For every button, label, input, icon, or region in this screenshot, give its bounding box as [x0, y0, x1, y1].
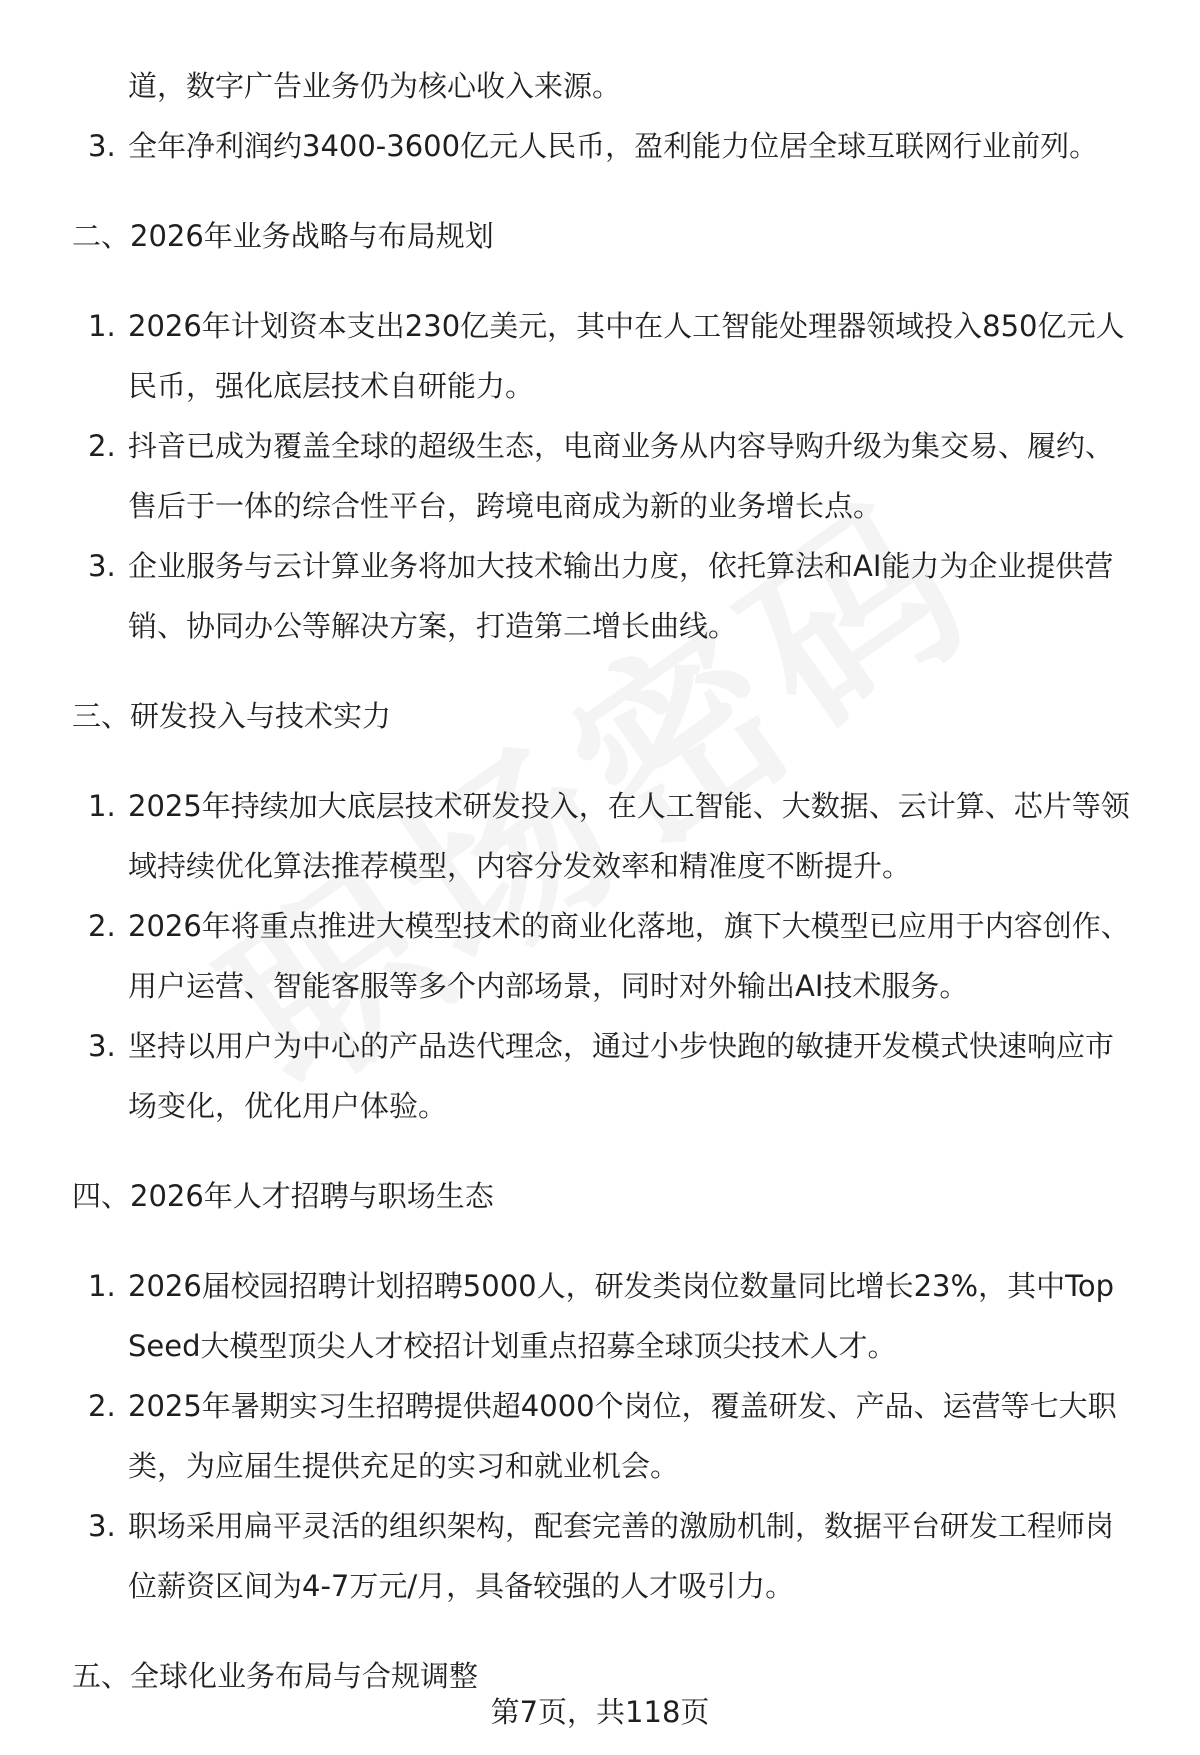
- list-text-line: 售后于一体的综合性平台，跨境电商成为新的业务增长点。: [128, 489, 883, 523]
- section-heading: 三、研发投入与技术实力: [72, 699, 392, 733]
- list-text-line: 场变化，优化用户体验。: [128, 1089, 448, 1123]
- list-number: 2.: [88, 1389, 116, 1423]
- list-text-line: 2025年持续加大底层技术研发投入，在人工智能、大数据、云计算、芯片等领: [128, 789, 1130, 823]
- list-text-line: 抖音已成为覆盖全球的超级生态，电商业务从内容导购升级为集交易、履约、: [128, 429, 1115, 463]
- list-text-line: 2026届校园招聘计划招聘5000人，研发类岗位数量同比增长23%，其中Top: [128, 1269, 1115, 1303]
- list-number: 1.: [88, 789, 116, 823]
- list-text: [128, 296, 1162, 416]
- list-number: 1.: [88, 1269, 116, 1303]
- list-text: [128, 1376, 1162, 1496]
- list-text: [128, 536, 1162, 656]
- section-heading: 五、全球化业务布局与合规调整: [72, 1659, 479, 1693]
- list-text-line: 2026年计划资本支出230亿美元，其中在人工智能处理器领域投入850亿元人: [128, 309, 1125, 343]
- list-item: [72, 1016, 1162, 1136]
- list-item: [72, 536, 1162, 656]
- list-text: [128, 1496, 1162, 1616]
- list-number: 3.: [88, 1029, 116, 1063]
- list-text-line: 民币，强化底层技术自研能力。: [128, 369, 535, 403]
- list-text-line: 2025年暑期实习生招聘提供超4000个岗位，覆盖研发、产品、运营等七大职: [128, 1389, 1117, 1423]
- list-item: [72, 896, 1162, 1016]
- list-item: [72, 116, 1162, 176]
- list-number: 2.: [88, 429, 116, 463]
- list-text-line: 域持续优化算法推荐模型，内容分发效率和精准度不断提升。: [128, 849, 912, 883]
- list-text: 全年净利润约3400-3600亿元人民币，盈利能力位居全球互联网行业前列。: [128, 129, 1099, 163]
- list-text-line: 2026年将重点推进大模型技术的商业化落地，旗下大模型已应用于内容创作、: [128, 909, 1130, 943]
- list-item: [72, 776, 1162, 896]
- list-text-line: 销、协同办公等解决方案，打造第二增长曲线。: [128, 609, 738, 643]
- list-text-line: 坚持以用户为中心的产品迭代理念，通过小步快跑的敏捷开发模式快速响应市: [128, 1029, 1115, 1063]
- list-item: [72, 416, 1162, 536]
- document-content: [72, 56, 1162, 1706]
- list-number: 3.: [88, 549, 116, 583]
- list-text: [128, 1016, 1162, 1136]
- list-text-line: 企业服务与云计算业务将加大技术输出力度，依托算法和AI能力为企业提供营: [128, 549, 1114, 583]
- list-item: [72, 1496, 1162, 1616]
- list-text: [128, 1256, 1162, 1376]
- list-text: [128, 776, 1162, 896]
- list-item: [72, 1376, 1162, 1496]
- list-text-line: 类，为应届生提供充足的实习和就业机会。: [128, 1449, 680, 1483]
- list-text-line: 用户运营、智能客服等多个内部场景，同时对外输出AI技术服务。: [128, 969, 969, 1003]
- list-number: 3.: [88, 1509, 116, 1543]
- page-number: 第7页，共118页: [490, 1695, 710, 1729]
- list-number: 3.: [88, 129, 116, 163]
- list-number: 1.: [88, 309, 116, 343]
- list-text-line: Seed大模型顶尖人才校招计划重点招募全球顶尖技术人才。: [128, 1329, 897, 1363]
- list-number: 2.: [88, 909, 116, 943]
- list-text: [128, 416, 1162, 536]
- list-item: [72, 296, 1162, 416]
- list-text-line: 职场采用扁平灵活的组织架构，配套完善的激励机制，数据平台研发工程师岗: [128, 1509, 1115, 1543]
- continued-paragraph-line: 道，数字广告业务仍为核心收入来源。: [128, 69, 622, 103]
- list-text: [128, 896, 1162, 1016]
- section-heading: 四、2026年人才招聘与职场生态: [72, 1179, 494, 1213]
- section-heading: 二、2026年业务战略与布局规划: [72, 219, 494, 253]
- list-text-line: 位薪资区间为4-7万元/月，具备较强的人才吸引力。: [128, 1569, 795, 1603]
- list-item: [72, 1256, 1162, 1376]
